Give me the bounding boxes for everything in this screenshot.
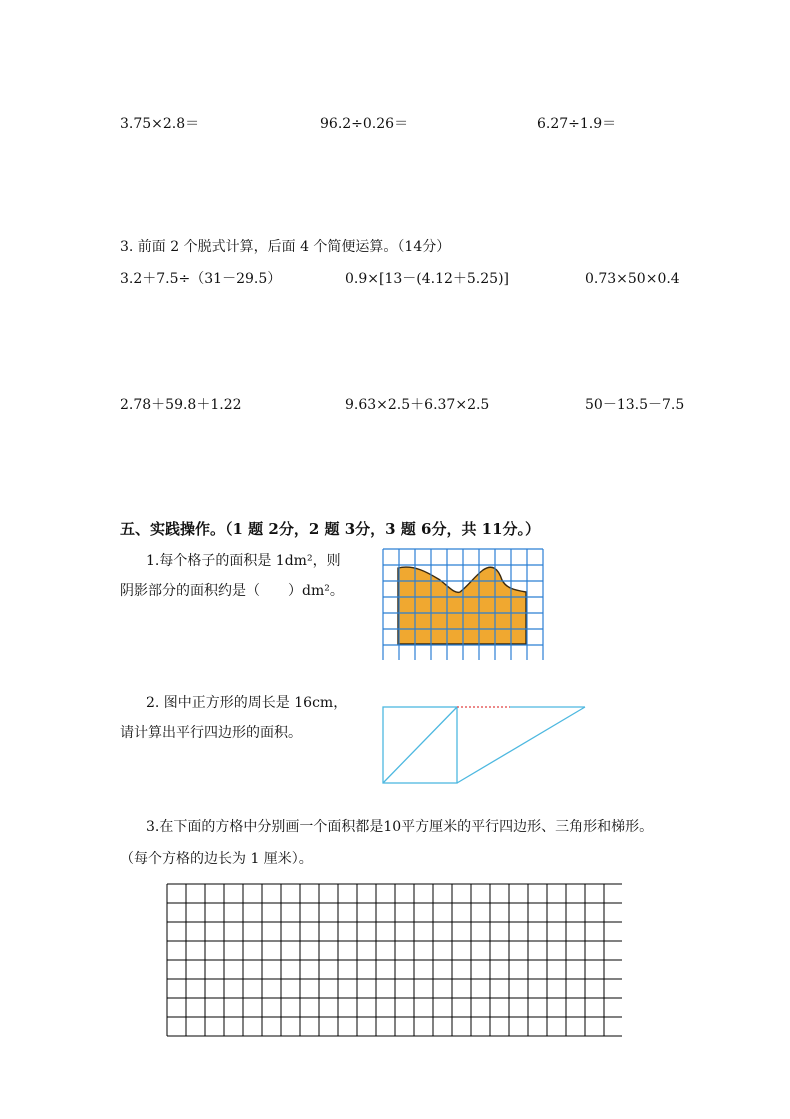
p2-line1: 2. 图中正方形的周长是 16cm， <box>146 695 348 711</box>
section5-title: 五、实践操作。（1 题 2分，2 题 3分，3 题 6分，共 11分。） <box>120 520 541 538</box>
expr-1: 3.75×2.8＝ <box>120 116 200 132</box>
q3-expr-b1: 2.78＋59.8＋1.22 <box>120 397 242 413</box>
shaded-region <box>398 567 526 644</box>
q3-expr-a2: 0.9×[13－(4.12＋5.25)] <box>345 271 510 287</box>
q3-expr-b3: 50－13.5－7.5 <box>585 397 685 413</box>
drawing-grid <box>166 883 622 1037</box>
expr-2: 96.2÷0.26＝ <box>320 116 409 132</box>
q3-expr-a3: 0.73×50×0.4 <box>585 271 680 287</box>
parallelogram-left-side <box>383 707 457 783</box>
square-parallelogram-figure <box>380 702 590 786</box>
p3-line2: （每个方格的边长为 1 厘米）。 <box>120 851 313 867</box>
p2-line2: 请计算出平行四边形的面积。 <box>120 725 302 741</box>
parallelogram-right-side <box>457 707 585 783</box>
q3-expr-b2: 9.63×2.5＋6.37×2.5 <box>345 397 490 413</box>
p3-line1: 3.在下面的方格中分别画一个面积都是10平方厘米的平行四边形、三角形和梯形。 <box>146 819 654 835</box>
q3-expr-a1: 3.2＋7.5÷（31－29.5） <box>120 271 282 287</box>
expr-3: 6.27÷1.9＝ <box>537 116 617 132</box>
shaded-grid-figure <box>380 546 546 660</box>
p1-line1: 1.每个格子的面积是 1dm²，则 <box>146 553 341 569</box>
p1-line2: 阴影部分的面积约是（ ）dm²。 <box>120 583 344 599</box>
q3-heading: 3. 前面 2 个脱式计算，后面 4 个简便运算。（14分） <box>120 239 451 255</box>
